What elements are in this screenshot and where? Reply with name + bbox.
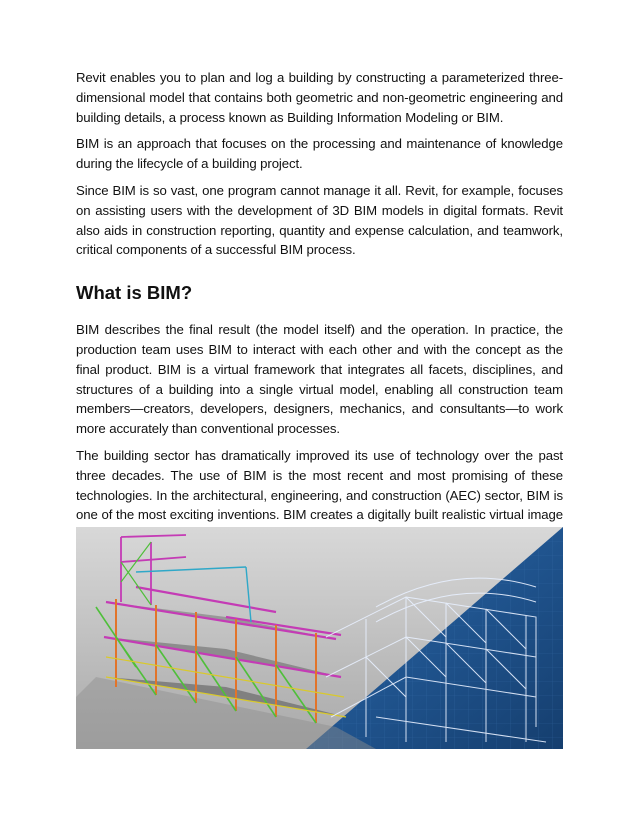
section-paragraph-1: BIM describes the final result (the model itself) and the operation. In practice, the production team uses BIM to interact with each other and with the concept as the final product. BIM is a virtual framework that integrates all facets, disciplines, and structures of a building into a single virtual model, enabling all construction team members—creators, developers, designers, mechanics, and consultants—to work more accurately than conventional processes. [76,322,563,437]
bim-model-image [76,527,563,749]
intro-paragraph-3: Since BIM is so vast, one program cannot manage it all. Revit, for example, focuses on assisting users with the development of 3D BIM models in digital formats. Revit also aids in construction reporting, quantity and expense calculation, and teamwork, critical components of a successful BIM process. [76,182,563,258]
document-body [76,68,563,552]
intro-paragraph-1: Revit enables you to plan and log a building by constructing a parameterized three-dimensional model that contains both geometric and non-geometric engineering and building details, a process known as Building Information Modeling or BIM. [76,70,563,125]
section-heading: What is BIM? [76,282,193,304]
bim-model-illustration [76,527,563,749]
section-paragraph-2: The building sector has dramatically improved its use of technology over the past three decades. The use of BIM is the most recent and most promising of these technologies. In the architectural, engineering, and construction (AEC) sector, BIM is one of the most exciting inventions. BIM creates a digitally built realistic virtual image [76,447,563,523]
intro-paragraph-2: BIM is an approach that focuses on the processing and maintenance of knowledge during the lifecycle of a building project. [76,136,563,172]
